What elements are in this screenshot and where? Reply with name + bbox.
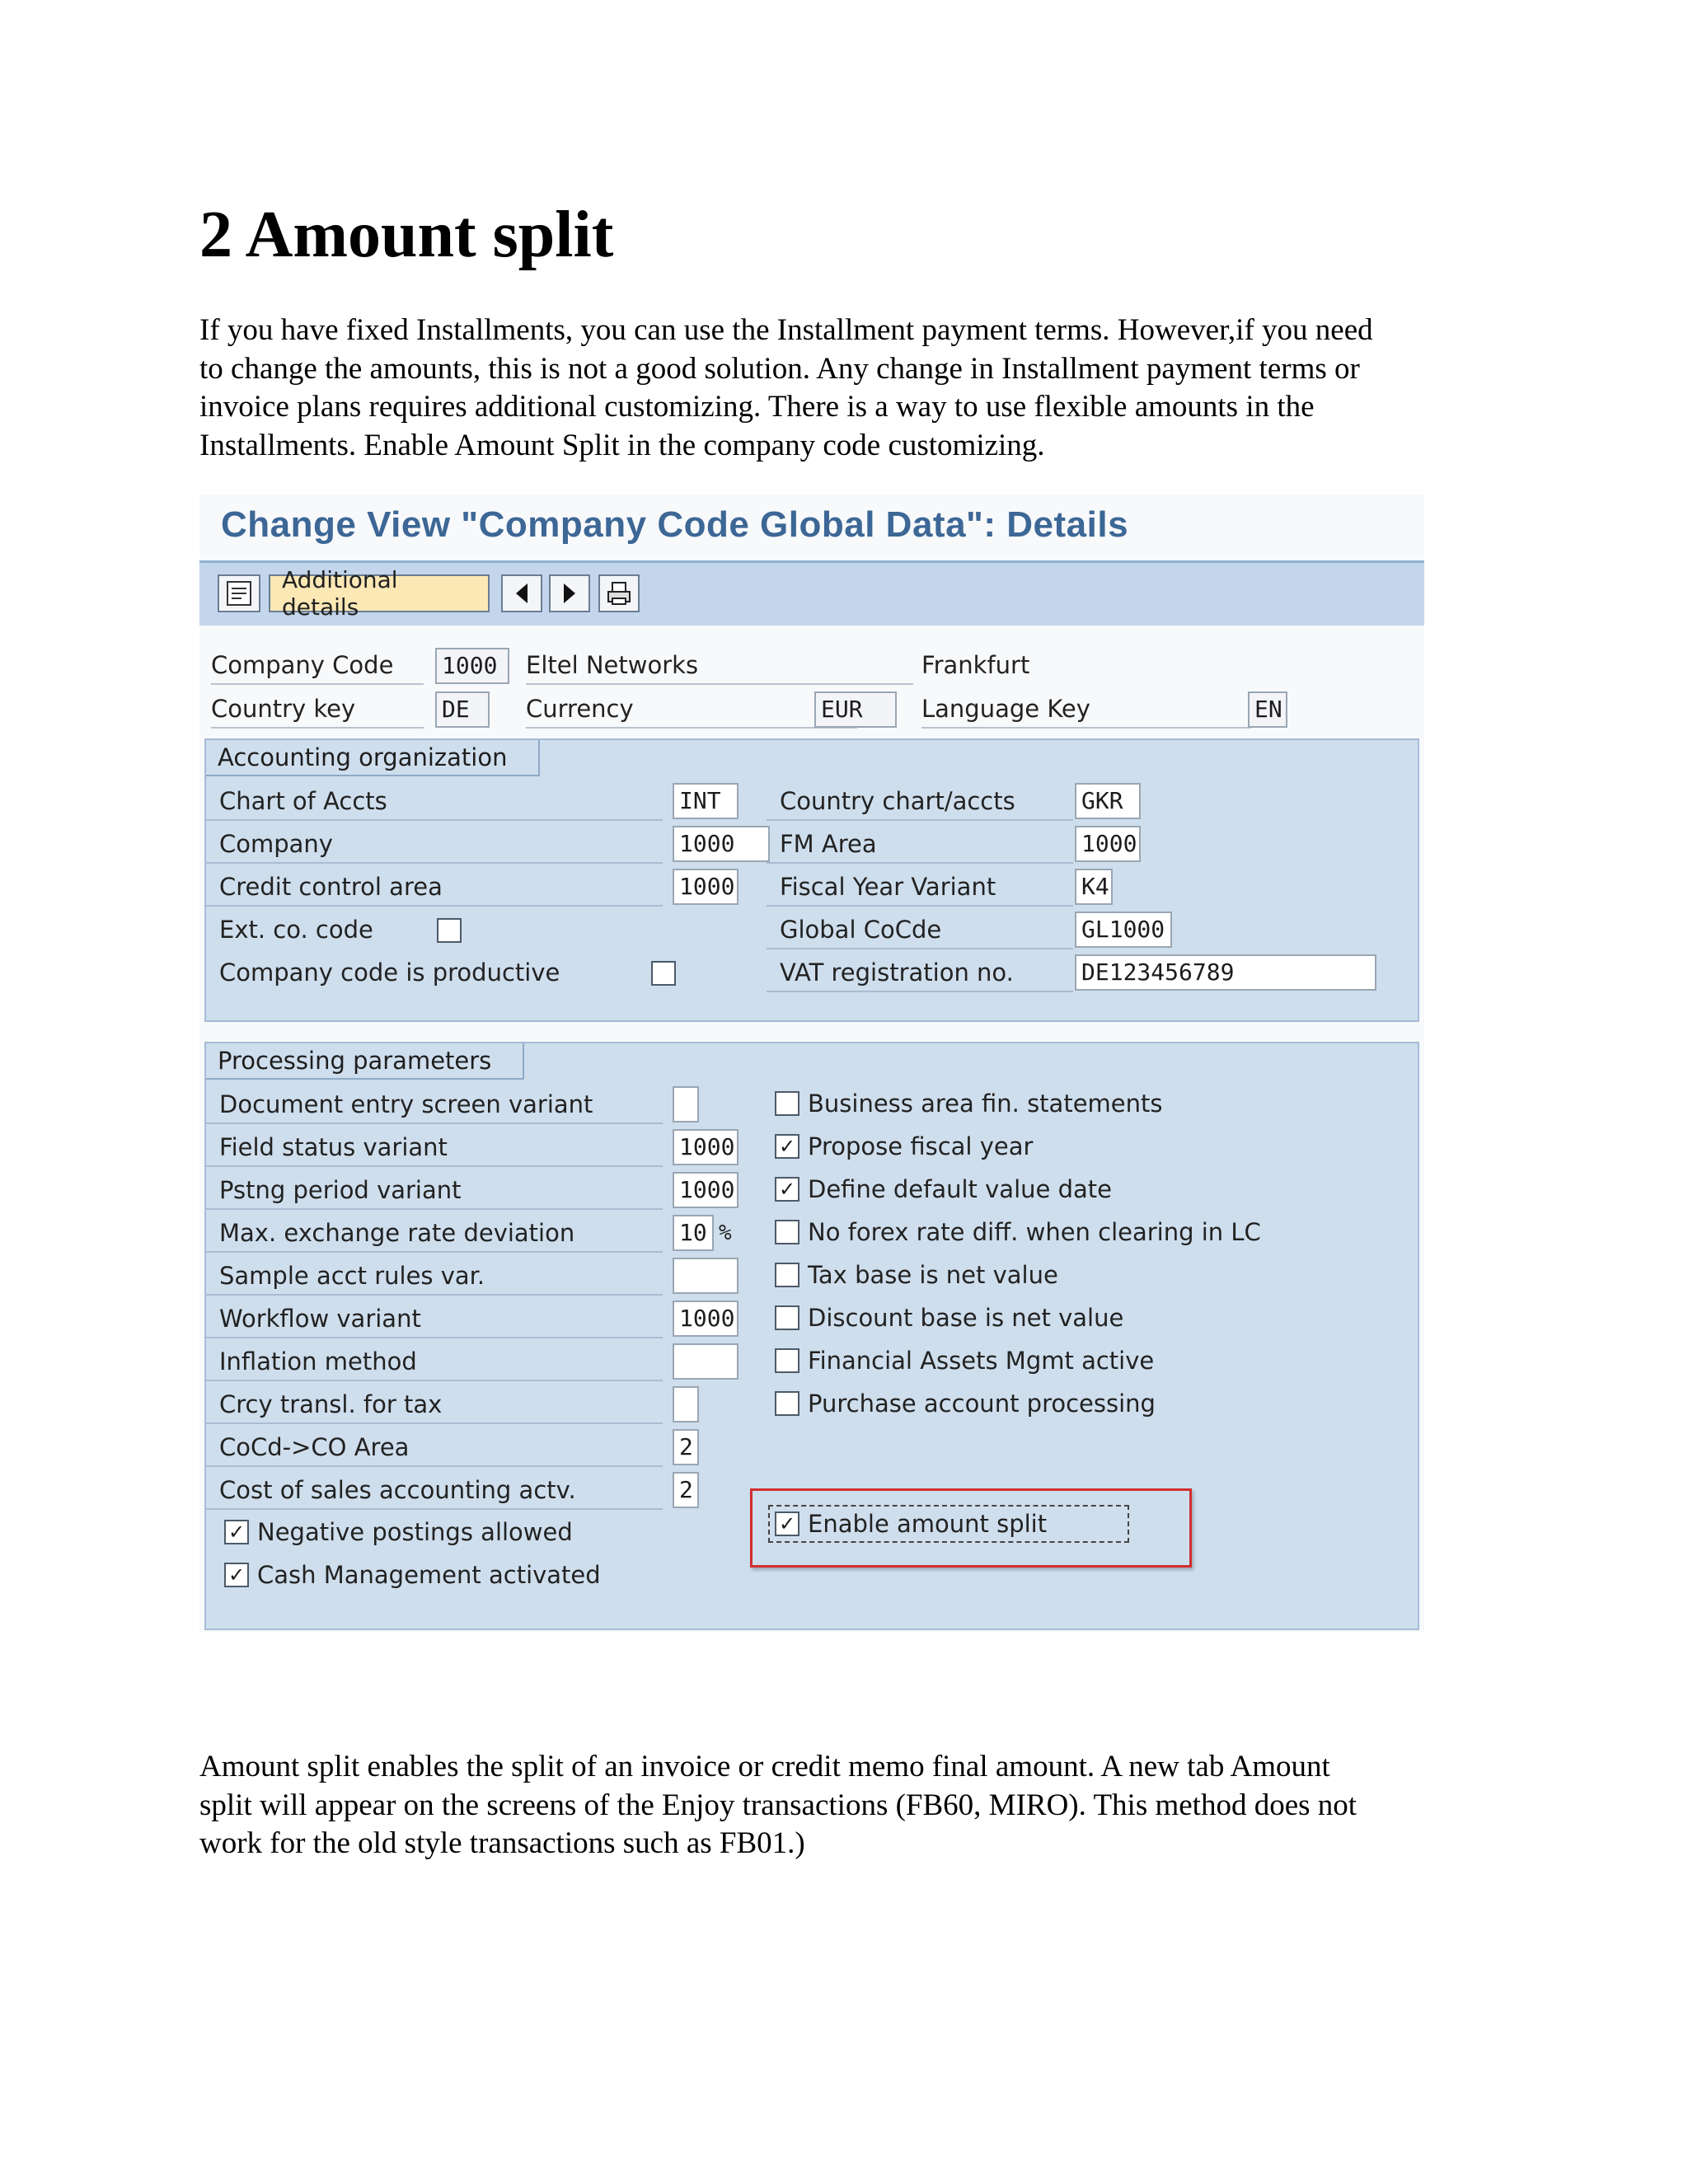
percent-sign: % (719, 1221, 732, 1245)
business-area-checkbox[interactable] (775, 1091, 799, 1116)
discount-base-label: Discount base is net value (808, 1304, 1124, 1332)
inflation-method-field[interactable] (673, 1343, 738, 1380)
business-area-label: Business area fin. statements (808, 1090, 1163, 1118)
credit-control-area-field[interactable]: 1000 (673, 869, 738, 905)
accounting-organization-group (204, 738, 1419, 1022)
accounting-organization-title: Accounting organization (206, 740, 540, 776)
processing-parameters-group (204, 1042, 1419, 1630)
propose-fiscal-year-checkbox[interactable]: ✓ (775, 1134, 799, 1159)
propose-fiscal-year-label: Propose fiscal year (808, 1132, 1034, 1160)
outro-line: split will appear on the screens of the Enjoy transactions (FB60, MIRO). This method does not (199, 1788, 1357, 1822)
field-status-variant-field[interactable]: 1000 (673, 1129, 738, 1165)
language-key-field[interactable]: EN (1248, 691, 1287, 728)
purchase-account-checkbox[interactable] (775, 1391, 799, 1416)
country-chart-label: Country chart/accts (767, 781, 1073, 821)
processing-parameters-title: Processing parameters (206, 1043, 524, 1080)
tax-base-label: Tax base is net value (808, 1261, 1058, 1289)
country-key-field[interactable]: DE (435, 691, 490, 728)
field-status-variant-label: Field status variant (206, 1127, 663, 1167)
no-forex-label: No forex rate diff. when clearing in LC (808, 1218, 1261, 1246)
productive-checkbox[interactable] (651, 961, 676, 986)
intro-line: If you have fixed Installments, you can use the Installment payment terms. However,if you need (199, 313, 1373, 347)
vat-registration-field[interactable]: DE123456789 (1075, 954, 1376, 991)
negative-postings-label: Negative postings allowed (257, 1518, 573, 1546)
financial-assets-checkbox[interactable] (775, 1348, 799, 1373)
sap-window-title: Change View "Company Code Global Data": Details (221, 504, 1129, 545)
company-field[interactable]: 1000 (673, 826, 770, 862)
company-label: Company (206, 824, 663, 864)
crcy-transl-tax-field[interactable] (673, 1386, 699, 1422)
productive-label: Company code is productive (219, 958, 560, 987)
fm-area-label: FM Area (767, 824, 1073, 864)
language-key-label: Language Key (921, 691, 1251, 729)
inflation-method-label: Inflation method (206, 1342, 663, 1381)
outro-line: work for the old style transactions such as FB01.) (199, 1826, 805, 1860)
global-cocode-field[interactable]: GL1000 (1075, 912, 1172, 948)
outro-paragraph (199, 1748, 1456, 1863)
next-arrow-icon[interactable] (549, 574, 590, 612)
section-heading: 2 Amount split (199, 199, 614, 271)
country-chart-field[interactable]: GKR (1075, 783, 1141, 819)
country-key-label: Country key (211, 691, 424, 729)
max-exchange-rate-field[interactable]: 10 (673, 1215, 714, 1251)
fm-area-field[interactable]: 1000 (1075, 826, 1141, 862)
chart-of-accts-label: Chart of Accts (206, 781, 663, 821)
currency-label: Currency (526, 691, 857, 729)
intro-line: Installments. Enable Amount Split in the company code customizing. (199, 428, 1045, 462)
ext-co-code-label: Ext. co. code (219, 916, 373, 944)
intro-line: to change the amounts, this is not a good solution. Any change in Installment payment terms or (199, 351, 1360, 386)
credit-control-area-label: Credit control area (206, 867, 663, 907)
details-icon[interactable] (218, 574, 260, 612)
cash-management-label: Cash Management activated (257, 1561, 601, 1589)
pstng-period-variant-field[interactable]: 1000 (673, 1172, 738, 1208)
financial-assets-label: Financial Assets Mgmt active (808, 1347, 1155, 1375)
intro-line: invoice plans requires additional customizing. There is a way to use flexible amounts in the (199, 390, 1315, 424)
prev-arrow-icon[interactable] (501, 574, 542, 612)
sap-toolbar (199, 560, 1424, 626)
default-value-date-label: Define default value date (808, 1175, 1112, 1203)
company-name: Eltel Networks (526, 647, 913, 685)
pstng-period-variant-label: Pstng period variant (206, 1170, 663, 1210)
cocd-co-area-field[interactable]: 2 (673, 1429, 699, 1465)
company-city: Frankfurt (921, 651, 1030, 679)
company-code-label: Company Code (211, 647, 424, 685)
chart-of-accts-field[interactable]: INT (673, 783, 738, 819)
cost-of-sales-label: Cost of sales accounting actv. (206, 1470, 663, 1510)
negative-postings-checkbox[interactable]: ✓ (224, 1520, 249, 1544)
intro-paragraph (199, 312, 1473, 465)
doc-entry-variant-label: Document entry screen variant (206, 1085, 663, 1124)
ext-co-code-checkbox[interactable] (437, 918, 462, 943)
default-value-date-checkbox[interactable]: ✓ (775, 1177, 799, 1202)
outro-line: Amount split enables the split of an invoice or credit memo final amount. A new tab Amount (199, 1750, 1330, 1783)
tax-base-checkbox[interactable] (775, 1263, 799, 1287)
global-cocode-label: Global CoCde (767, 910, 1073, 949)
sample-acct-rules-field[interactable] (673, 1258, 738, 1294)
cash-management-checkbox[interactable]: ✓ (224, 1563, 249, 1587)
vat-registration-label: VAT registration no. (767, 953, 1073, 992)
doc-entry-variant-field[interactable] (673, 1086, 699, 1122)
additional-details-button[interactable]: Additional details (269, 574, 490, 612)
sap-screenshot (199, 494, 1424, 1632)
print-icon[interactable] (598, 574, 640, 612)
currency-field[interactable]: EUR (814, 691, 897, 728)
crcy-transl-tax-label: Crcy transl. for tax (206, 1385, 663, 1424)
enable-amount-split-label: Enable amount split (808, 1510, 1048, 1538)
fiscal-year-variant-label: Fiscal Year Variant (767, 867, 1073, 907)
fiscal-year-variant-field[interactable]: K4 (1075, 869, 1113, 905)
enable-amount-split-checkbox[interactable]: ✓ (775, 1511, 799, 1536)
max-exchange-rate-label: Max. exchange rate deviation (206, 1213, 663, 1253)
purchase-account-label: Purchase account processing (808, 1390, 1156, 1418)
workflow-variant-field[interactable]: 1000 (673, 1301, 738, 1337)
company-code-field[interactable]: 1000 (435, 648, 509, 684)
cost-of-sales-field[interactable]: 2 (673, 1472, 699, 1508)
workflow-variant-label: Workflow variant (206, 1299, 663, 1338)
sample-acct-rules-label: Sample acct rules var. (206, 1256, 663, 1296)
no-forex-checkbox[interactable] (775, 1220, 799, 1244)
discount-base-checkbox[interactable] (775, 1305, 799, 1330)
cocd-co-area-label: CoCd->CO Area (206, 1427, 663, 1467)
